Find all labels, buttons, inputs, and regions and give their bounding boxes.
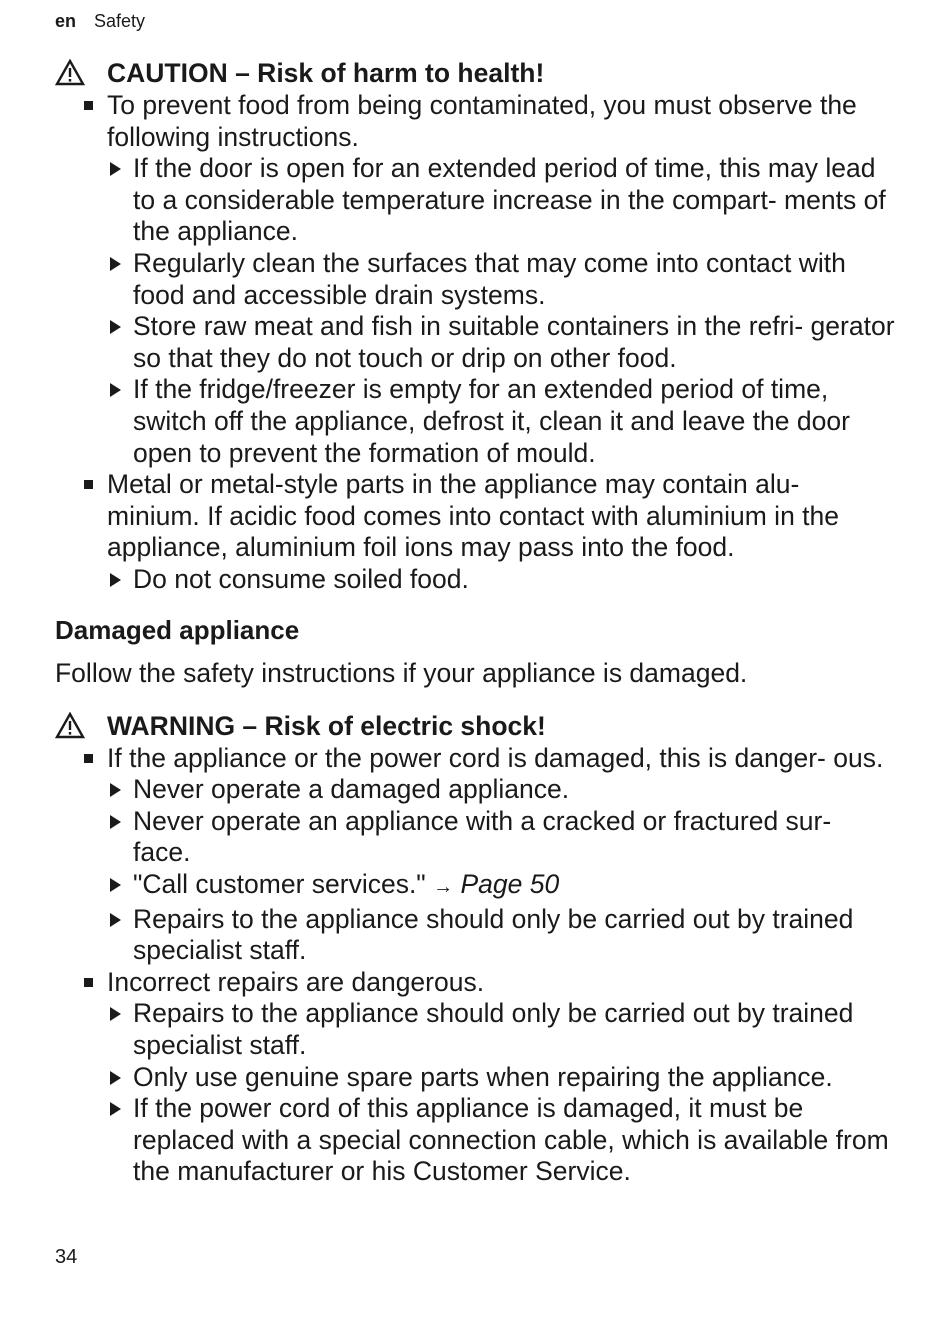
warning-bullet-item xyxy=(55,743,895,967)
square-bullet-icon xyxy=(84,480,93,489)
step-item xyxy=(107,774,895,806)
step-text: If the door is open for an extended period of time, this may lead to a considerable temperature increase in the compart- ments of the appliance. xyxy=(133,153,886,247)
triangle-arrow-icon xyxy=(110,383,121,397)
step-text: Regularly clean the surfaces that may come into contact with food and accessible drain systems. xyxy=(133,247,846,310)
step-item xyxy=(107,153,895,248)
square-bullet-icon xyxy=(84,754,93,763)
step-list xyxy=(107,998,895,1188)
page-reference-link[interactable]: Page 50 xyxy=(460,869,560,900)
triangle-arrow-icon xyxy=(110,783,121,797)
step-text: Repairs to the appliance should only be carried out by trained specialist staff. xyxy=(133,903,854,966)
square-bullet-icon xyxy=(84,978,93,987)
page-content xyxy=(55,58,895,1188)
step-text: "Call customer services." xyxy=(133,869,426,900)
warning-triangle-icon xyxy=(55,711,107,743)
caution-title-text: CAUTION – Risk of harm to health! xyxy=(107,58,545,89)
triangle-arrow-icon xyxy=(110,913,121,927)
step-text: Never operate an appliance with a cracked or fractured sur- face. xyxy=(133,805,832,868)
step-text: Never operate a damaged appliance. xyxy=(133,774,570,805)
page-header xyxy=(55,10,145,32)
caution-title xyxy=(55,58,895,90)
triangle-arrow-icon xyxy=(110,815,121,829)
warning-title-text: WARNING – Risk of electric shock! xyxy=(107,710,546,741)
warning-bullet-list xyxy=(55,743,895,1188)
step-item xyxy=(107,806,895,869)
step-item xyxy=(107,1062,895,1094)
step-list xyxy=(107,153,895,469)
section-intro: Follow the safety instructions if your appliance is damaged. xyxy=(55,658,748,689)
square-bullet-icon xyxy=(84,101,93,110)
triangle-arrow-icon xyxy=(110,573,121,587)
step-list xyxy=(107,564,895,596)
triangle-arrow-icon xyxy=(110,257,121,271)
bullet-text: To prevent food from being contaminated, you must observe the following instructions. xyxy=(107,90,857,152)
caution-bullet-item xyxy=(55,469,895,595)
language-code: en xyxy=(55,11,77,31)
step-text: Only use genuine spare parts when repairing the appliance. xyxy=(133,1061,833,1092)
step-item xyxy=(107,248,895,311)
step-item xyxy=(107,904,895,967)
step-item xyxy=(107,374,895,469)
triangle-arrow-icon xyxy=(110,878,121,892)
step-item xyxy=(107,998,895,1061)
step-text: Store raw meat and fish in suitable containers in the refri- gerator so that they do not touch or drip on other food. xyxy=(133,311,895,373)
warning-notice xyxy=(55,711,895,1188)
section-name: Safety xyxy=(94,11,146,31)
caution-bullet-list xyxy=(55,90,895,596)
step-text: If the power cord of this appliance is damaged, it must be replaced with a special connection cable, which is available from the manufacturer or his Customer Service. xyxy=(133,1093,889,1187)
step-text: If the fridge/freezer is empty for an extended period of time, switch off the appliance, defrost it, clean it and leave the door open to prevent the formation of mould. xyxy=(133,374,850,468)
triangle-arrow-icon xyxy=(110,1071,121,1085)
page-number: 34 xyxy=(55,1246,78,1268)
section-heading: Damaged appliance xyxy=(55,614,300,645)
reference-arrow-icon: → xyxy=(433,876,454,899)
triangle-arrow-icon xyxy=(110,162,121,176)
bullet-text: Metal or metal-style parts in the appliance may contain alu- minium. If acidic food comes into contact with aluminium in the appliance, aluminium foil ions may pass into the food. xyxy=(107,469,840,563)
warning-title xyxy=(55,711,895,743)
bullet-text: Incorrect repairs are dangerous. xyxy=(107,966,485,997)
triangle-arrow-icon xyxy=(110,320,121,334)
bullet-text: If the appliance or the power cord is damaged, this is danger- ous. xyxy=(107,742,884,773)
warning-bullet-item xyxy=(55,967,895,1188)
step-list xyxy=(107,774,895,967)
triangle-arrow-icon xyxy=(110,1102,121,1116)
step-item xyxy=(107,311,895,374)
step-item xyxy=(107,869,895,904)
caution-bullet-item xyxy=(55,90,895,469)
step-item xyxy=(107,1093,895,1188)
triangle-arrow-icon xyxy=(110,1007,121,1021)
step-text: Repairs to the appliance should only be carried out by trained specialist staff. xyxy=(133,998,854,1061)
step-item xyxy=(107,564,895,596)
caution-notice xyxy=(55,58,895,596)
warning-triangle-icon xyxy=(55,58,107,90)
step-text: Do not consume soiled food. xyxy=(133,563,469,594)
